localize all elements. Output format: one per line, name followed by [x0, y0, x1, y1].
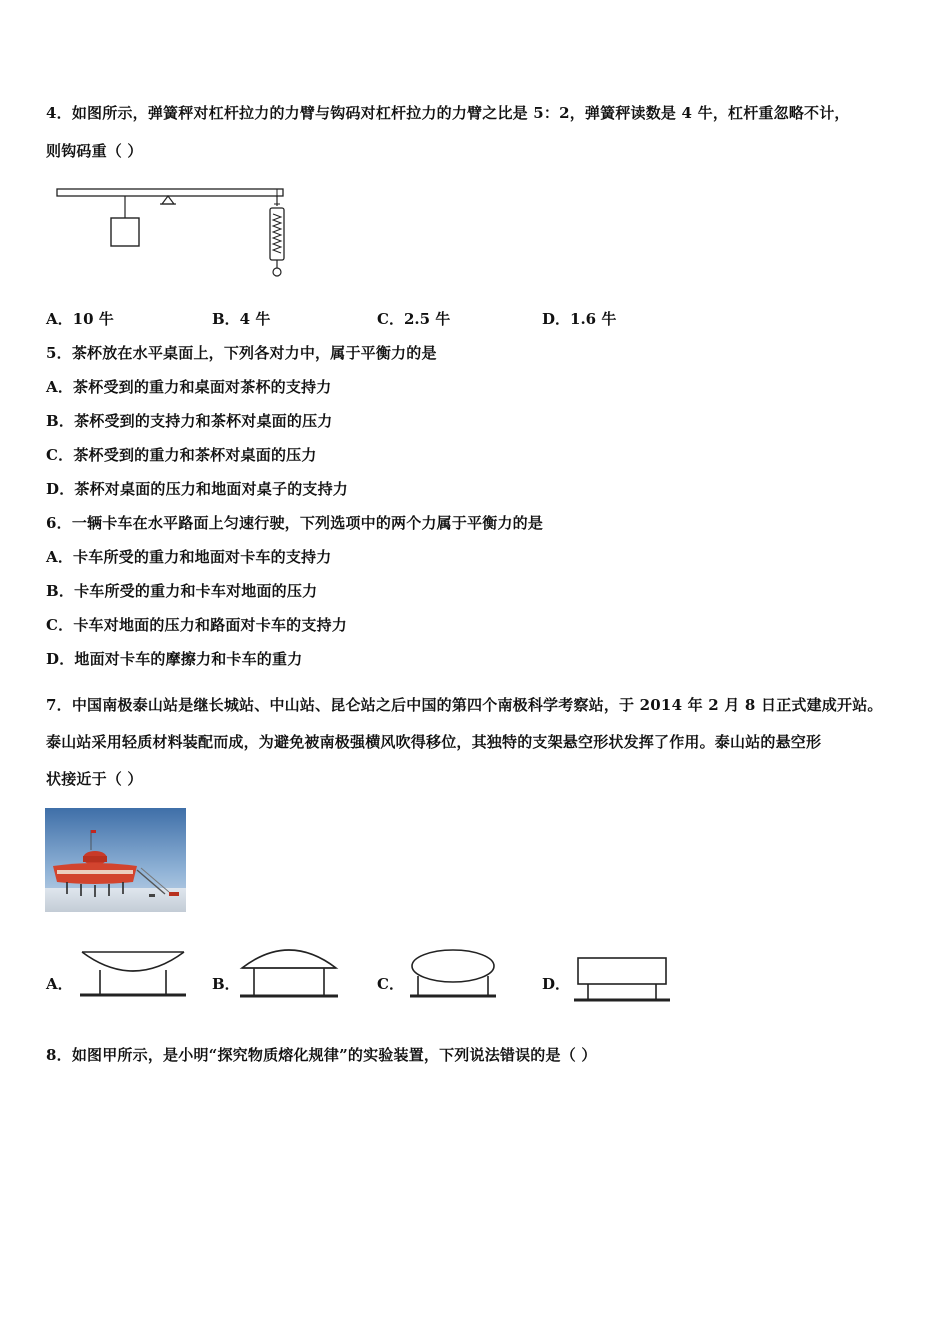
q4-stem-line1: 4．如图所示，弹簧秤对杠杆拉力的力臂与钩码对杠杆拉力的力臂之比是 5：2，弹簧秤读数是 4 牛，杠杆重忽略不计， [46, 104, 850, 122]
q7-option-d-shape[interactable] [574, 954, 670, 1004]
q7-option-c-label[interactable]: C． [377, 975, 404, 993]
q8-stem: 8．如图甲所示，是小明“探究物质熔化规律”的实验装置，下列说法错误的是（ ） [46, 1046, 597, 1064]
q7-stem-line1: 7．中国南极泰山站是继长城站、中山站、昆仑站之后中国的第四个南极科学考察站，于 2014 年 2 月 8 日正式建成开站。 [46, 696, 883, 714]
q5-option-a[interactable]: A．茶杯受到的重力和桌面对茶杯的支持力 [46, 378, 332, 396]
q5-stem: 5．茶杯放在水平桌面上，下列各对力中，属于平衡力的是 [46, 344, 437, 362]
q5-option-d[interactable]: D．茶杯对桌面的压力和地面对桌子的支持力 [46, 480, 349, 498]
q7-option-b-label[interactable]: B． [212, 975, 240, 993]
lever-figure [54, 184, 294, 280]
q7-option-a-label[interactable]: A． [46, 975, 73, 993]
q4-option-d[interactable]: D．1.6 牛 [542, 310, 617, 328]
q4-stem-line2: 则钩码重（ ） [46, 142, 143, 160]
taishan-station-photo [45, 808, 186, 912]
q6-stem: 6．一辆卡车在水平路面上匀速行驶，下列选项中的两个力属于平衡力的是 [46, 514, 544, 532]
q4-option-c[interactable]: C．2.5 牛 [377, 310, 451, 328]
q6-option-c[interactable]: C．卡车对地面的压力和路面对卡车的支持力 [46, 616, 347, 634]
q7-option-b-shape[interactable] [238, 940, 340, 1002]
q6-option-a[interactable]: A．卡车所受的重力和地面对卡车的支持力 [46, 548, 332, 566]
q6-option-d[interactable]: D．地面对卡车的摩擦力和卡车的重力 [46, 650, 303, 668]
q7-option-a-shape[interactable] [80, 948, 186, 1002]
q4-option-a[interactable]: A．10 牛 [46, 310, 114, 328]
q7-option-c-shape[interactable] [408, 946, 498, 1002]
q6-option-b[interactable]: B．卡车所受的重力和卡车对地面的压力 [46, 582, 318, 600]
q5-option-b[interactable]: B．茶杯受到的支持力和茶杯对桌面的压力 [46, 412, 333, 430]
q7-stem-line3: 状接近于（ ） [46, 770, 143, 788]
q7-stem-line2: 泰山站采用轻质材料装配而成，为避免被南极强横风吹得移位，其独特的支架悬空形状发挥了作用。泰山站的悬空形 [46, 733, 822, 751]
q4-option-b[interactable]: B．4 牛 [212, 310, 271, 328]
q7-option-d-label[interactable]: D． [542, 975, 571, 993]
q5-option-c[interactable]: C．茶杯受到的重力和茶杯对桌面的压力 [46, 446, 317, 464]
